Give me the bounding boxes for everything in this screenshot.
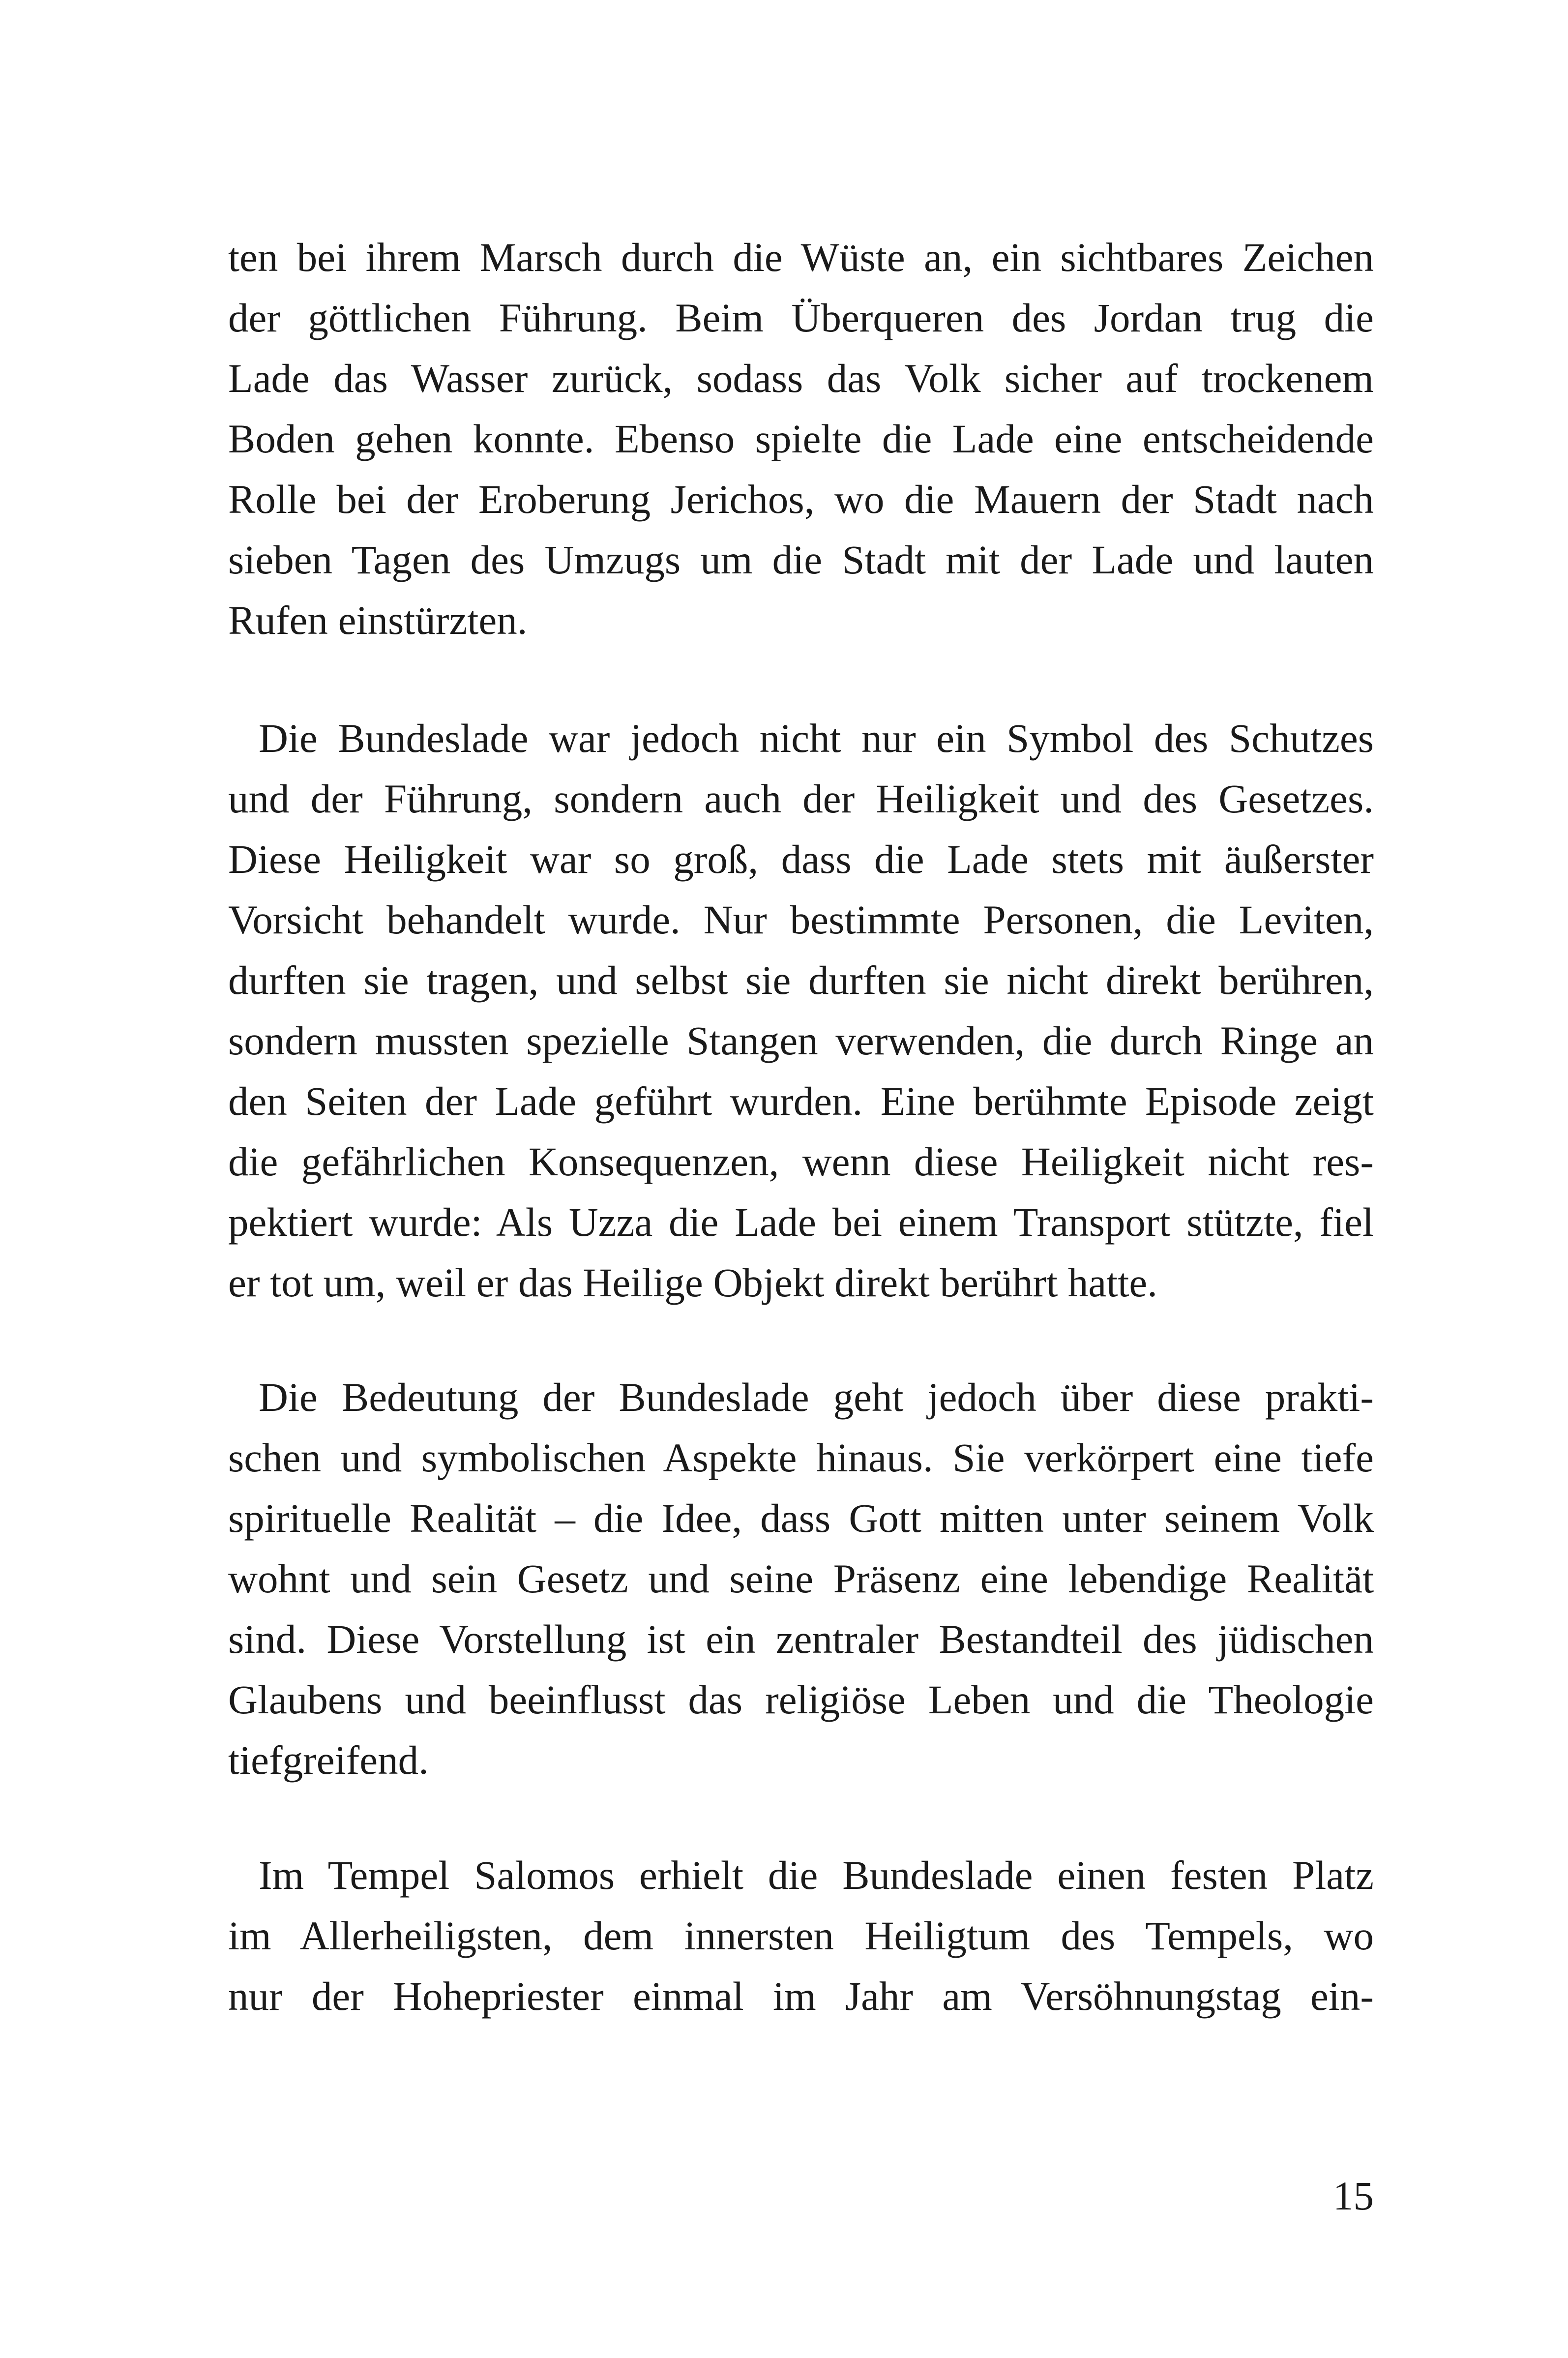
text-line: sondern mussten spezielle Stangen verwenden, die durch Ringe an [228, 1018, 1374, 1063]
text-line: Die Bedeutung der Bundeslade geht jedoch über diese prakti- [259, 1374, 1374, 1420]
text-line: sind. Diese Vorstellung ist ein zentraler Bestandteil des jüdischen [228, 1616, 1374, 1662]
text-line: Rufen einstürzten. [228, 597, 528, 643]
text-line: Im Tempel Salomos erhielt die Bundeslade einen festen Platz [259, 1852, 1374, 1898]
text-line: Glaubens und beeinflusst das religiöse Leben und die Theologie [228, 1677, 1374, 1722]
text-line: durften sie tragen, und selbst sie durften sie nicht direkt berühren, [228, 957, 1374, 1003]
text-line: und der Führung, sondern auch der Heiligkeit und des Gesetzes. [228, 776, 1374, 821]
text-line: ten bei ihrem Marsch durch die Wüste an, ein sichtbares Zeichen [228, 235, 1374, 280]
text-line: Die Bundeslade war jedoch nicht nur ein Symbol des Schutzes [259, 716, 1374, 761]
page-number: 15 [1333, 2173, 1374, 2218]
text-line: pektiert wurde: Als Uzza die Lade bei einem Transport stützte, fiel [228, 1199, 1374, 1245]
text-line: Boden gehen konnte. Ebenso spielte die Lade eine entscheidende [228, 416, 1374, 461]
text-line: den Seiten der Lade geführt wurden. Eine berühmte Episode zeigt [228, 1078, 1374, 1124]
paragraph-4 [228, 1845, 1374, 2027]
text-line: wohnt und sein Gesetz und seine Präsenz eine lebendige Realität [228, 1556, 1374, 1601]
text-line: er tot um, weil er das Heilige Objekt direkt berührt hatte. [228, 1260, 1157, 1305]
text-line: Lade das Wasser zurück, sodass das Volk sicher auf trockenem [228, 356, 1374, 401]
paragraph-1 [228, 227, 1374, 651]
paragraph-3 [228, 1367, 1374, 1791]
text-line: sieben Tagen des Umzugs um die Stadt mit der Lade und lauten [228, 537, 1374, 582]
paragraph-2 [228, 708, 1374, 1313]
text-line: Vorsicht behandelt wurde. Nur bestimmte Personen, die Leviten, [228, 897, 1374, 942]
text-line: Rolle bei der Eroberung Jerichos, wo die Mauern der Stadt nach [228, 477, 1374, 522]
text-line: Diese Heiligkeit war so groß, dass die Lade stets mit äußerster [228, 836, 1374, 882]
text-line: der göttlichen Führung. Beim Überqueren des Jordan trug die [228, 295, 1374, 340]
text-line: tiefgreifend. [228, 1737, 429, 1783]
text-line: die gefährlichen Konsequenzen, wenn diese Heiligkeit nicht res- [228, 1139, 1374, 1184]
text-line: schen und symbolischen Aspekte hinaus. Sie verkörpert eine tiefe [228, 1435, 1374, 1480]
text-line: spirituelle Realität – die Idee, dass Gott mitten unter seinem Volk [228, 1495, 1374, 1541]
text-line: nur der Hohepriester einmal im Jahr am Versöhnungstag ein- [228, 1973, 1374, 2019]
text-line: im Allerheiligsten, dem innersten Heiligtum des Tempels, wo [228, 1913, 1374, 1958]
